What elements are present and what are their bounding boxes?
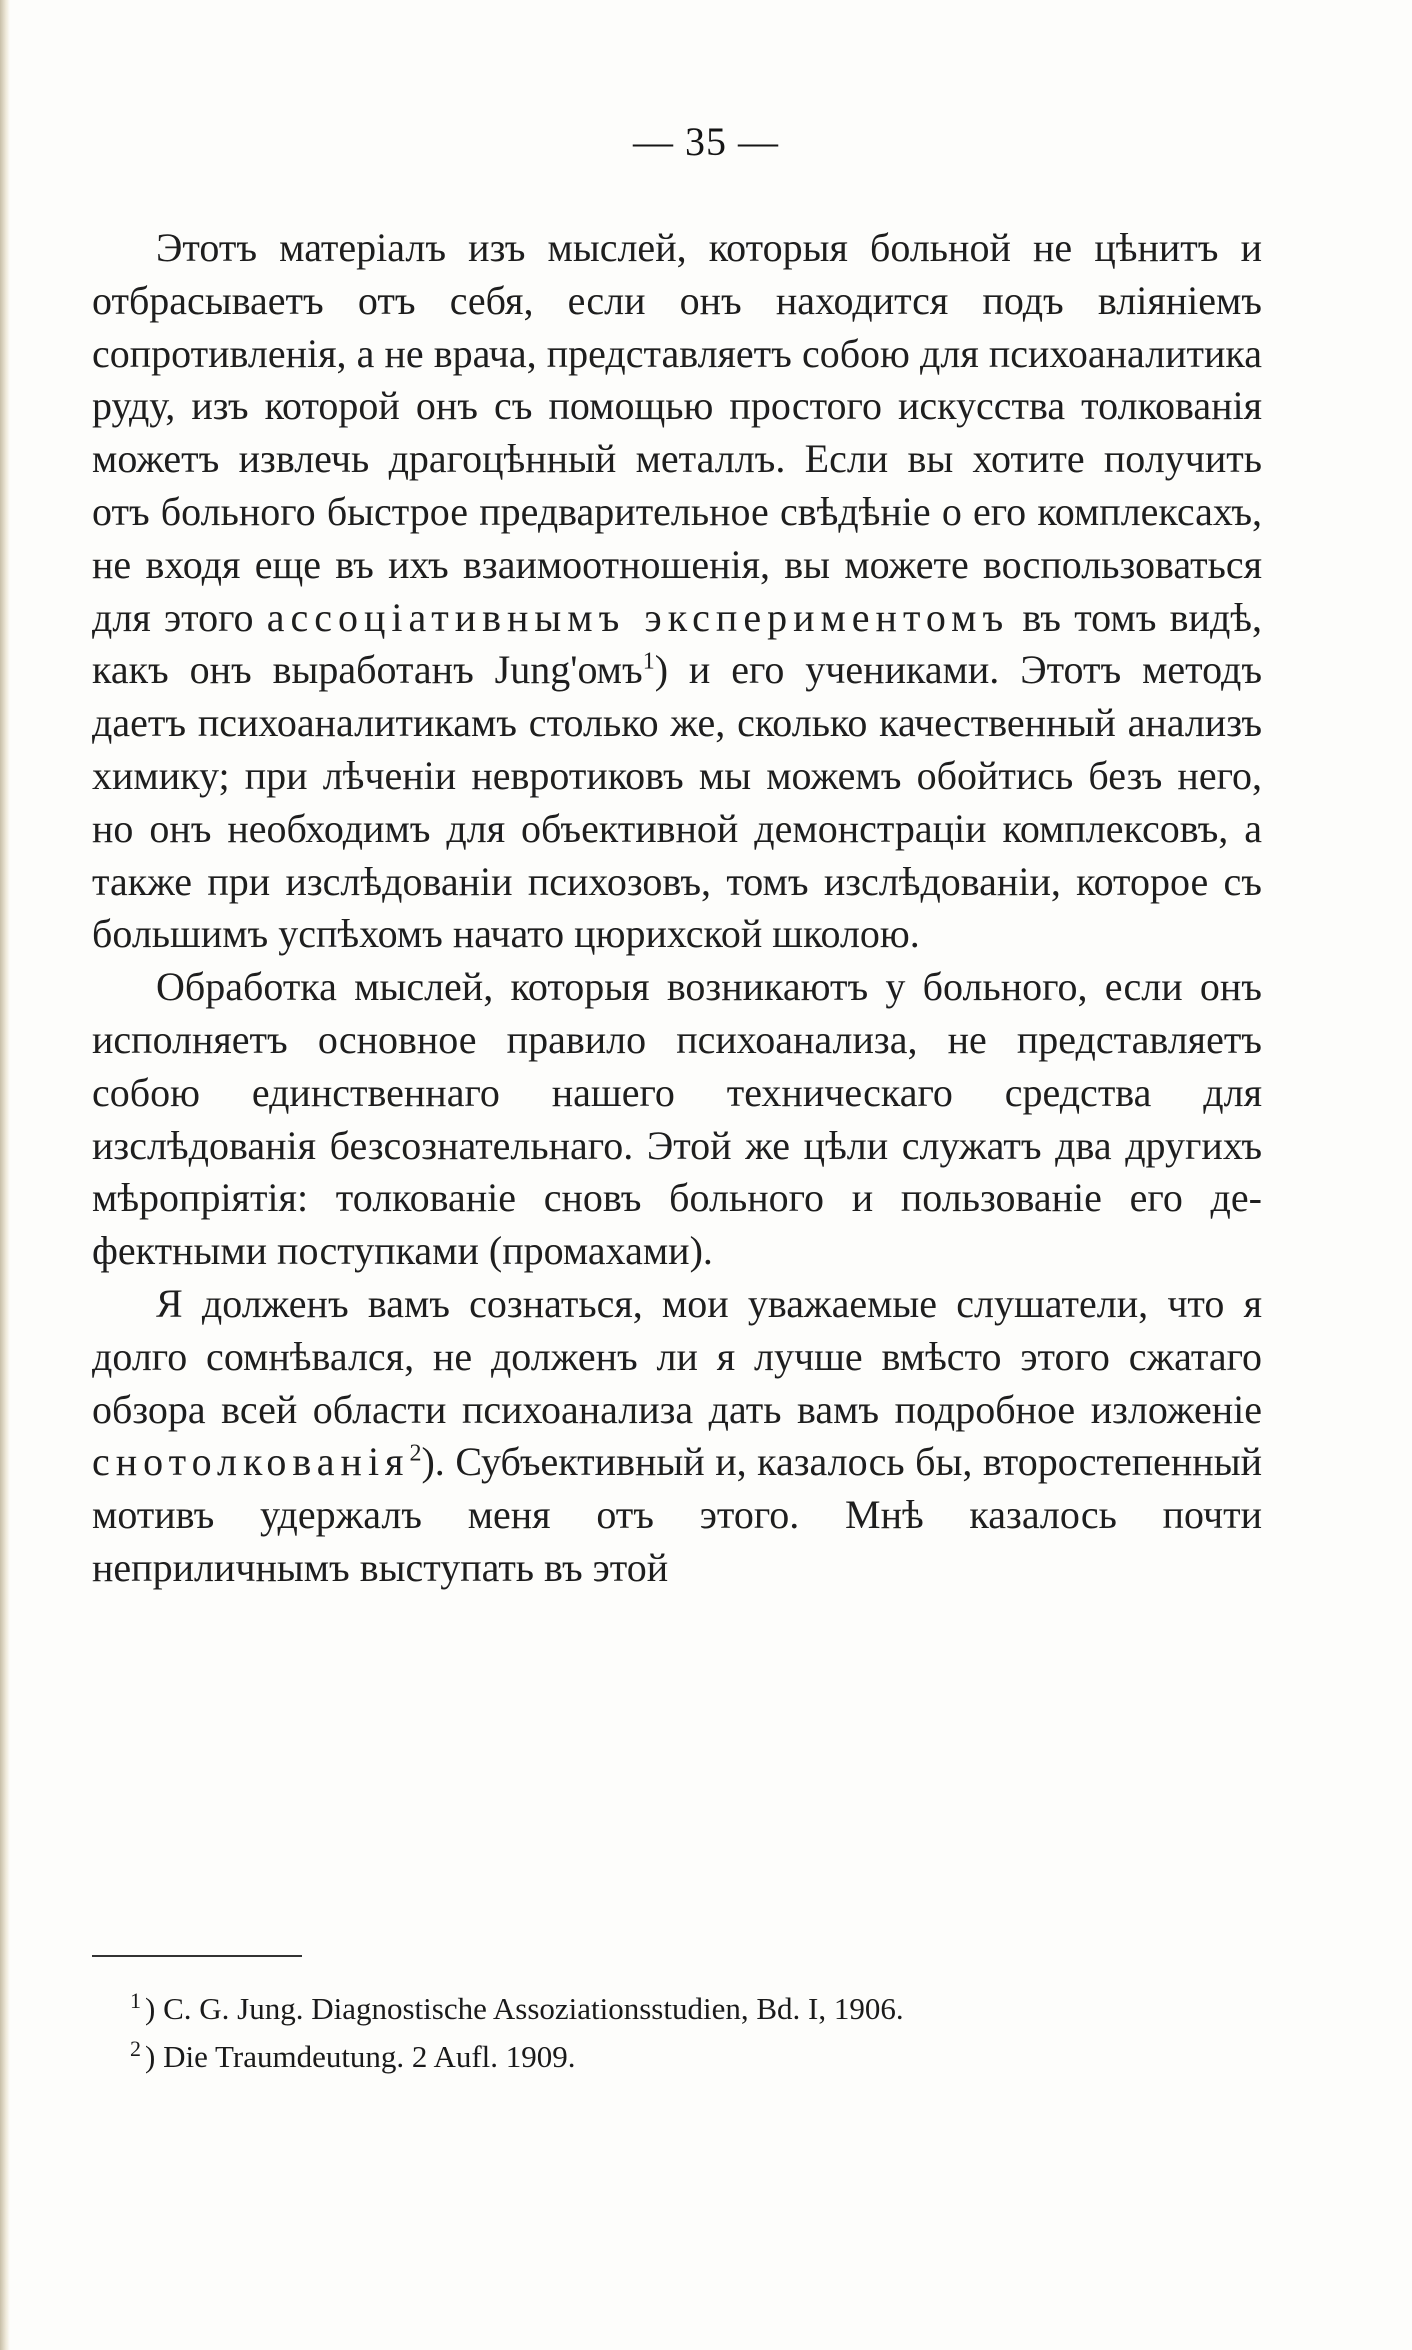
footnote-1-text: ) C. G. Jung. Diagnostische Assoziationsstudien, Bd. I, 1906.	[145, 1991, 904, 2026]
footnotes	[130, 1985, 1260, 2081]
footnote-ref-2: 2	[409, 1441, 422, 1467]
paragraph-1	[92, 222, 1262, 961]
footnote-1	[130, 1985, 1260, 2033]
page-number: — 35 —	[633, 119, 779, 164]
footnote-2-text: ) Die Traumdeutung. 2 Aufl. 1909.	[145, 2039, 576, 2074]
paragraph-1-text-a: Этотъ матеріалъ изъ мыслей, которыя больной не цѣнитъ и отбрасываетъ отъ себя, если онъ находится подъ вліяніемъ сопротивленія, а не врача, представляетъ собою для психоаналитика руду, изъ которой онъ съ помощью простого искусства толкованія можетъ извлечь драгоцѣнный металлъ. Если вы хотите получить отъ больного быстрое предварительное свѣдѣніе о его комплексахъ, не входя еще въ ихъ взаимоотношенія, вы можете воспользоваться для этого	[92, 225, 1262, 640]
paragraph-2: Обработка мыслей, которыя возникаютъ у больного, если онъ исполняетъ основное правило психоанализа, не представляетъ собою единственнаго нашего техническаго средства для изслѣдованія безсознательнаго. Этой же цѣли служатъ два другихъ мѣропріятія: толкованіе сновъ больного и пользованіе его дефектными поступками (промахами).	[92, 964, 1262, 1274]
main-text	[92, 222, 1262, 1595]
footnote-divider	[92, 1955, 302, 1957]
footnote-2	[130, 2033, 1260, 2081]
paragraph-3-text-a: Я долженъ вамъ сознаться, мои уважаемые слушатели, что я долго сомнѣвался, не долженъ ли я лучше вмѣсто этого сжатаго обзора всей области психоанализа дать вамъ подробное изложеніе	[92, 1280, 1262, 1432]
paragraph-1-spaced-term: ассоціативнымъ экспериментомъ	[266, 594, 1010, 640]
paragraph-3	[92, 1278, 1262, 1595]
footnote-1-mark: 1	[130, 1987, 141, 2013]
page-edge-shadow	[0, 0, 10, 2350]
paragraph-1-text-c: ) и его учениками. Этотъ методъ даетъ психоаналитикамъ столько же, сколько качественный анализъ химику; при лѣченіи невротиковъ мы можемъ обойтись безъ него, но онъ необходимъ для объективной демонстраціи комплексовъ, а также при изслѣдованіи психозовъ, томъ изслѣдованіи, которое съ большимъ успѣхомъ начато цюрихской школою.	[92, 647, 1263, 957]
paragraph-1-text-b: въ томъ видѣ, какъ онъ выработанъ Jung'омъ	[92, 594, 1263, 693]
footnote-2-mark: 2	[130, 2035, 141, 2061]
footnote-ref-1: 1	[642, 649, 655, 676]
paragraph-3-spaced-term: снотолкованія	[92, 1439, 410, 1485]
paragraph-3-text-b: ). Субъективный и, казалось бы, второстепенный мотивъ удержалъ меня отъ этого. Мнѣ казалось почти неприличнымъ выступать въ этой	[92, 1439, 1262, 1590]
